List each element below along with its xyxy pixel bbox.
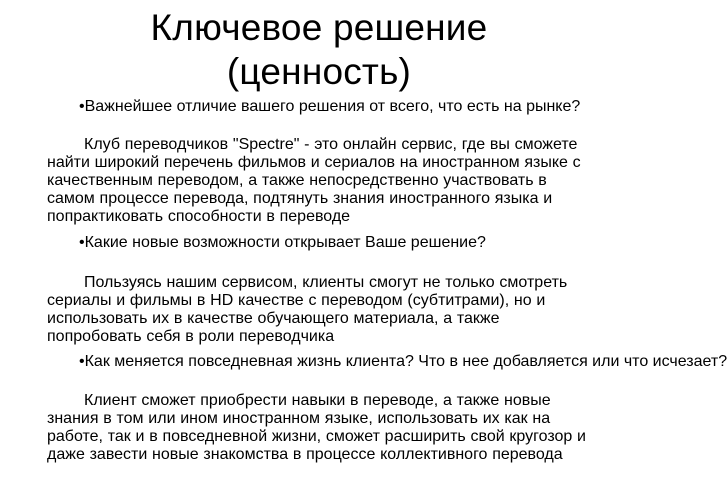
answer-3: Клиент сможет приобрести навыки в переводе, а также новые знания в том или ином иностранном языке, использовать их как на работе, так и в повседневной жизни, сможет расширить свой кругозор и даже завести новые знакомства в процессе коллективного перевода: [47, 392, 586, 463]
question-2: •Какие новые возможности открывает Ваше решение?: [79, 234, 486, 251]
answer-2: Пользуясь нашим сервисом, клиенты смогут не только смотреть сериалы и фильмы в HD качестве с переводом (субтитрами), но и использовать их в качестве обучающего материала, а также попробовать себя в роли переводчика: [47, 274, 568, 345]
slide-title-line-2: (ценность): [226, 51, 412, 92]
answer-1: Клуб переводчиков "Spectre" - это онлайн сервис, где вы сможете найти широкий перечень фильмов и сериалов на иностранном языке с качественным переводом, а также непосредственно участвовать в самом процессе перевода, подтянуть знания иностранного языка и попрактиковать способности в переводе: [47, 136, 581, 225]
slide-title-line-1: Ключевое решение: [150, 7, 488, 48]
question-1: •Важнейшее отличие вашего решения от всего, что есть на рынке?: [79, 98, 581, 115]
question-3: •Как меняется повседневная жизнь клиента? Что в нее добавляется или что исчезает?: [79, 353, 727, 370]
slide-title: [80, 6, 558, 94]
